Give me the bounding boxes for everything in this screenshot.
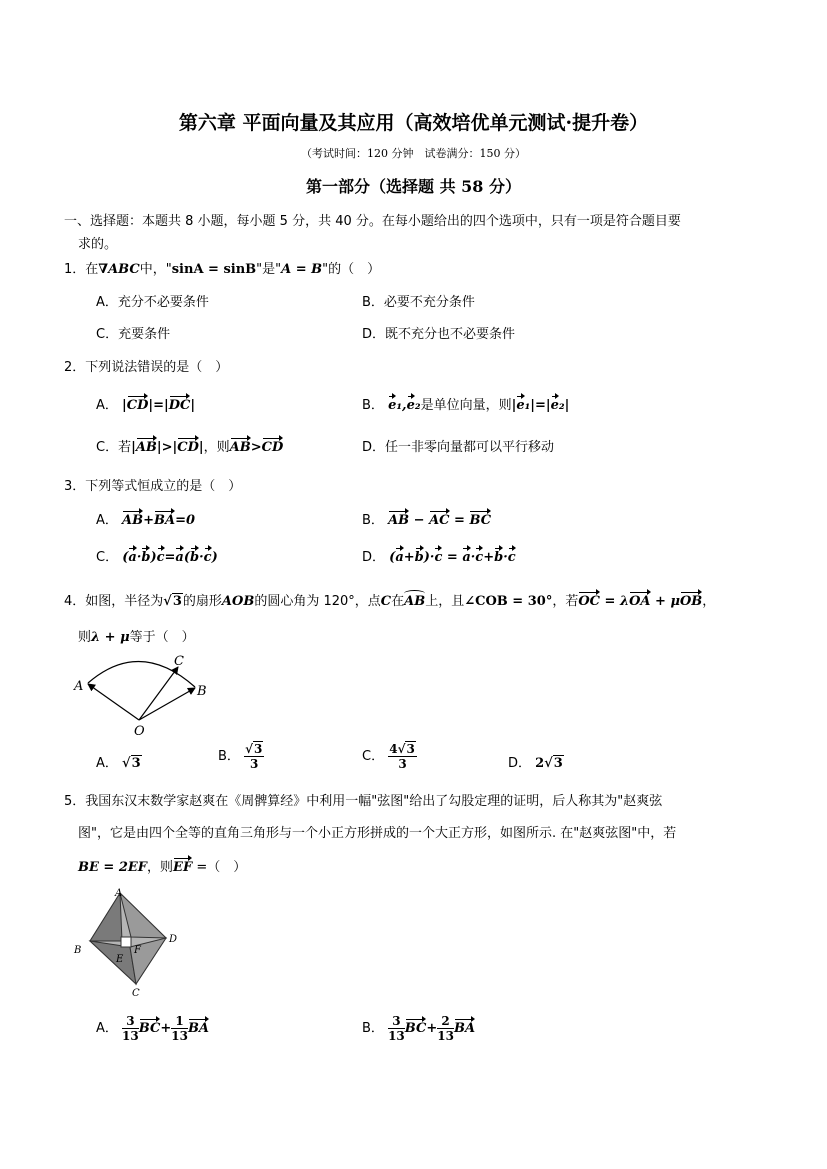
option-label: B． [218,749,240,764]
question-number: 4． [64,594,86,609]
stem-text: 我国东汉末数学家赵爽在《周髀算经》中利用一幅"弦图"给出了勾股定理的证明，后人称其为"赵爽弦 [85,794,663,809]
math-expression: BA [453,1021,476,1036]
option-label: C． [362,749,385,764]
triangle-1 [90,893,122,941]
part-heading: 第一部分（选择题 共 58 分） [306,177,521,196]
q4-option-b[interactable] [218,742,264,771]
label-a: A [74,679,84,694]
stem-text: "是" [256,262,282,277]
option-label: C． [96,440,119,455]
vector-oa [88,684,139,720]
option-label: A． [96,295,118,310]
math-expression: AB>CD [229,440,284,455]
vector-ob [139,688,195,720]
q2-option-d[interactable] [362,436,554,455]
condition-2: A = B [281,262,323,277]
label-f: F [134,945,141,956]
question-number: 5． [64,794,86,809]
stem-text: 的圆心角为 120°，点 [254,594,381,609]
math-expression: 2√3 [535,756,563,771]
label-b: B [197,684,207,699]
section-instruction-line2: 求的。 [78,237,118,252]
q3-option-d[interactable] [362,546,516,565]
math-expression: $\frac{3}{13}$ [388,1014,405,1043]
question-number: 1． [64,262,86,277]
stem-text: =（ ） [192,860,247,875]
point-label: C [380,594,392,609]
option-label: D． [508,756,532,771]
q1-option-d[interactable] [362,323,515,342]
math-expression: |AB|>|CD| [131,440,204,455]
math-expression: (a+b)·c = a·c+b·c [389,550,516,565]
option-label: A． [96,398,118,413]
math-expression: |e₁|=|e₂| [511,398,570,413]
option-label: B． [362,295,384,310]
stem-text: 上，且 [425,594,465,609]
question-4-stem: 4．如图，半径为√3的扇形AOB的圆心角为 120°，点C在AB上，且∠COB = 30°，若OC = λOA + μOB， [64,594,716,609]
option-text: 若 [118,440,132,455]
option-label: B． [362,398,384,413]
math-expression: AB+BA=0 [122,513,196,528]
sector-label: AOB [221,594,255,609]
option-label: B． [362,1021,384,1036]
label-c: C [174,654,184,669]
question-1-stem [64,258,380,277]
math-expression: OC = λOA + μOB [578,594,703,609]
exam-info: （考试时间：120 分钟 试卷满分：150 分） [301,147,526,160]
option-text: 是单位向量，则 [420,398,512,413]
stem-text: 下列说法错误的是（ ） [85,360,229,375]
condition: BE = 2EF [78,860,148,875]
option-text: ，则 [203,440,230,455]
stem-text: 则 [78,630,92,645]
option-label: B． [362,513,384,528]
stem-text: ，若 [552,594,579,609]
math-expression: $\frac{1}{13}$ [171,1014,188,1043]
q5-option-b[interactable] [362,1014,475,1043]
math-expression: λ + μ [91,630,130,645]
zhao-shuang-figure [70,885,185,1000]
question-5-stem-line3 [78,856,246,875]
q4-option-c[interactable] [362,742,417,771]
q3-option-a[interactable] [96,509,195,528]
option-label: C． [96,327,119,342]
condition-1: sinA = sinB [171,262,257,277]
math-expression: $\frac{3}{13}$ [122,1014,139,1043]
stem-text: 在 [391,594,405,609]
q4-option-a[interactable] [96,752,142,771]
option-text: 充要条件 [118,327,171,342]
label-a: A [115,888,123,899]
q1-option-a[interactable] [96,291,209,310]
option-label: D． [362,327,386,342]
label-b: B [74,945,82,956]
page-title: 第六章 平面向量及其应用（高效培优单元测试·提升卷） [178,112,649,134]
option-label: D． [362,440,386,455]
math-expression: (a·b)c=a(b·c) [122,550,218,565]
q3-option-b[interactable] [362,509,491,528]
stem-text: 在 [85,262,99,277]
option-label: A． [96,513,118,528]
option-label: D． [362,550,386,565]
math-expression: $\frac{√3}{3}$ [245,742,263,771]
math-expression: $\frac{4√3}{3}$ [389,742,415,771]
label-d: D [169,934,178,945]
q4-option-d[interactable] [508,752,564,771]
math-expression: BA [187,1021,210,1036]
math-expression: AB − AC = BC [388,513,492,528]
question-4-stem-line2 [78,626,195,645]
label-o: O [134,724,145,739]
option-text: 既不充分也不必要条件 [385,327,516,342]
math-expression: BC+ [404,1021,438,1036]
question-5-stem-line2: 图"，它是由四个全等的直角三角形与一个小正方形拼成的一个大正方形，如图所示. 在"赵爽弦图"中，若 [78,826,677,841]
question-5-stem-line1 [64,790,662,809]
stem-text: ，则 [147,860,174,875]
section-instruction-line1: 一、选择题：本题共 8 小题，每小题 5 分，共 40 分。在每小题给出的四个选项中，只有一项是符合题目要 [64,214,681,229]
stem-text: 等于（ ） [129,630,195,645]
vector-oc [139,667,178,720]
math-expression: BC+ [138,1021,172,1036]
question-number: 2． [64,360,86,375]
small-square [121,937,131,947]
option-label: A． [96,756,118,771]
label-e: E [116,954,124,965]
question-number: 3． [64,479,86,494]
option-text: 充分不必要条件 [117,295,209,310]
q1-option-c[interactable] [96,323,170,342]
math-expression: |CD|=|DC| [122,398,196,413]
stem-text: 下列等式恒成立的是（ ） [85,479,242,494]
option-label: C． [96,550,119,565]
q2-option-b[interactable] [362,394,569,413]
label-c: C [132,988,140,999]
option-text: 必要不充分条件 [383,295,475,310]
math-expression: EF [173,860,193,875]
option-text: 任一非零向量都可以平行移动 [385,440,555,455]
stem-text: 的扇形 [182,594,222,609]
stem-text: 如图，半径为 [85,594,164,609]
option-label: A． [96,1021,118,1036]
triangle-label: ∇ABC [98,262,140,277]
math-expression: e₁,e₂ [388,398,421,413]
q2-option-a[interactable] [96,394,195,413]
q3-option-c[interactable] [96,546,218,565]
math-expression: √3 [122,756,141,771]
math-expression: √3 [163,594,182,609]
sector-figure [70,650,220,740]
q5-option-a[interactable] [96,1014,209,1043]
question-3-stem [64,475,241,494]
angle-condition: ∠COB = 30° [464,594,553,609]
math-expression: $\frac{2}{13}$ [437,1014,454,1043]
question-2-stem [64,356,228,375]
stem-text: "的（ ） [322,262,381,277]
q2-option-c[interactable] [96,436,283,455]
q1-option-b[interactable] [362,291,475,310]
arc-ab: AB [404,594,426,609]
stem-text: 中，" [139,262,172,277]
